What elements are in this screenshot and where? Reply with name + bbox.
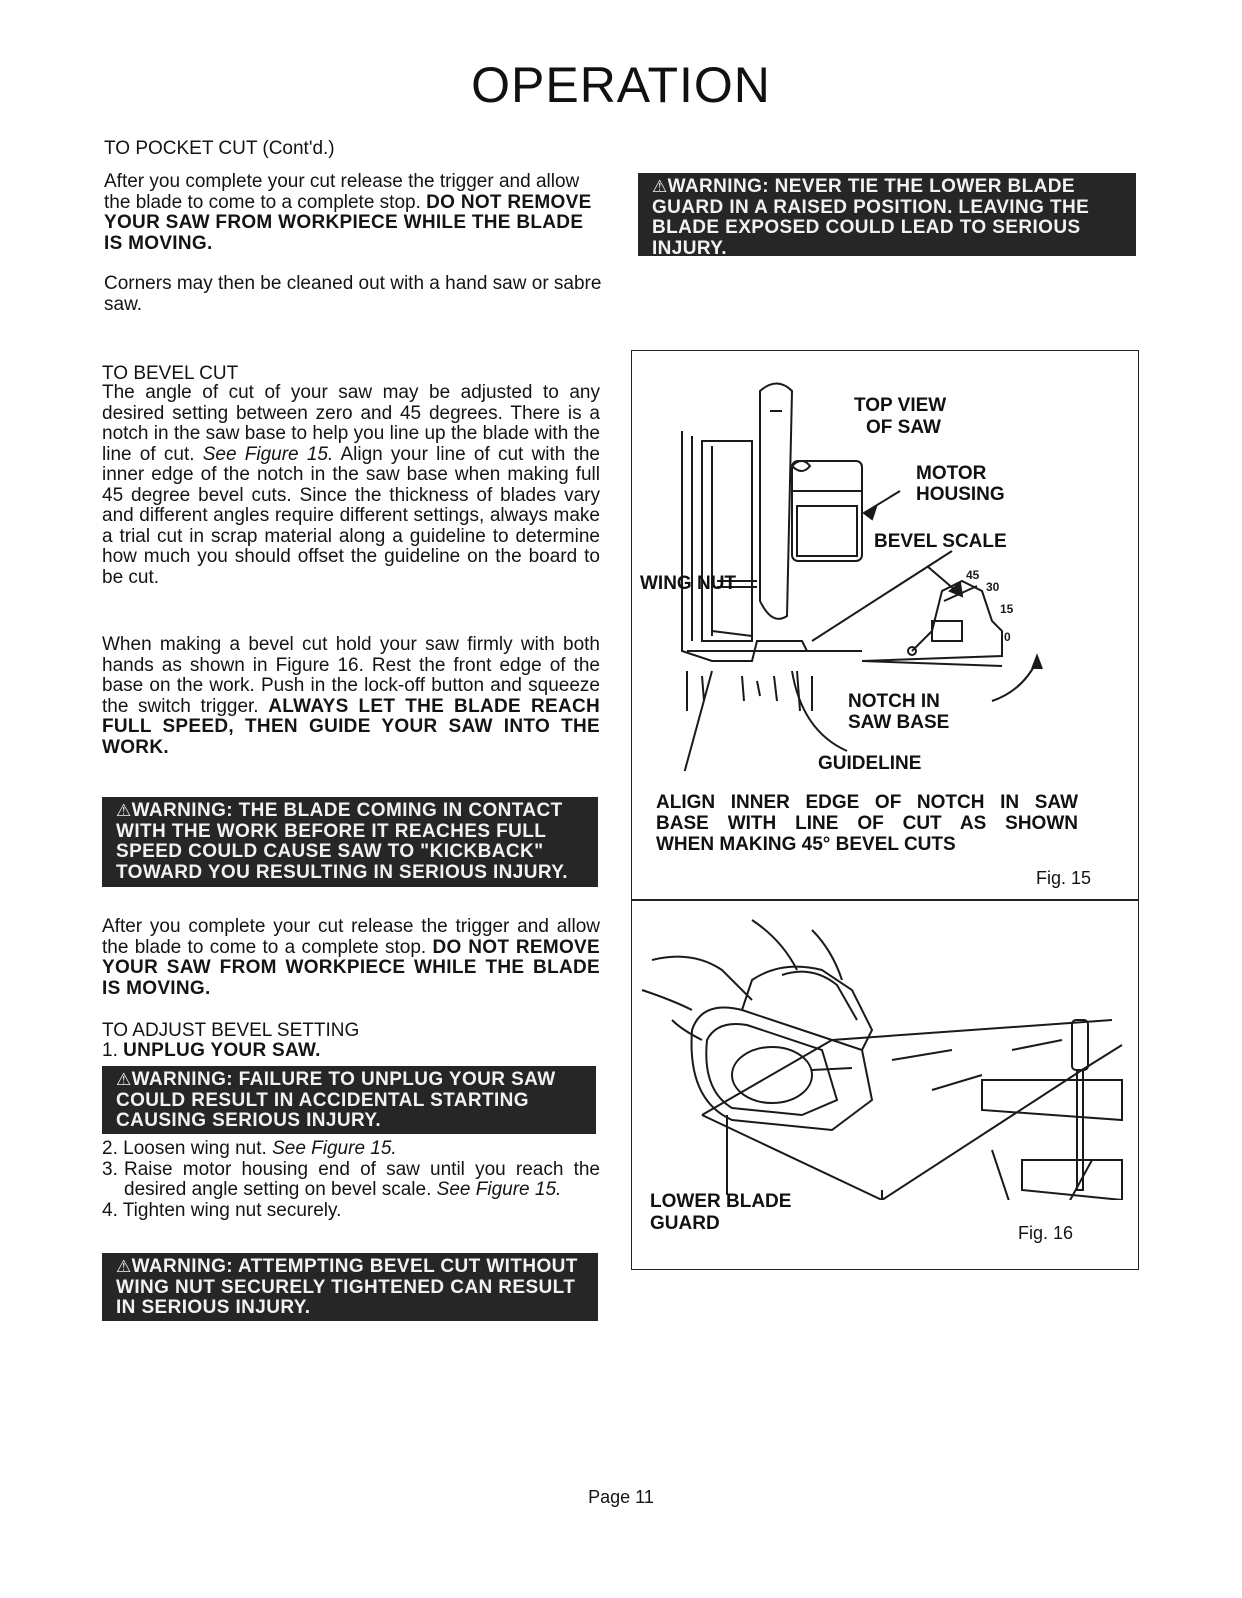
warning-kickback (102, 797, 598, 887)
warning-kickback-text: WARNING: THE BLADE COMING IN CONTACT WITH THE WORK BEFORE IT REACHES FULL SPEED COULD CAUSE SAW TO "KICKBACK" TOWARD YOU RESULTING IN SERIOUS INJURY. (116, 800, 568, 883)
pocket-cut-p1-text: After you complete your cut release the trigger and allow the blade to come to a complete stop. (104, 171, 580, 213)
step-3 (102, 1160, 600, 1201)
label-saw-base: SAW BASE (848, 712, 950, 733)
step-3-ref: See Figure 15. (436, 1179, 562, 1200)
label-wing-nut: WING NUT (640, 573, 737, 594)
pocket-cut-p1-bold: DO NOT REMOVE YOUR SAW FROM WORKPIECE WHILE THE BLADE IS MOVING. (104, 191, 592, 254)
fig15-label: Fig. 15 (1036, 868, 1092, 888)
after-cut-bold: DO NOT REMOVE YOUR SAW FROM WORKPIECE WHILE THE BLADE IS MOVING. (102, 936, 600, 999)
step-3-number: 3. (102, 1158, 118, 1180)
scale-mark-15: 15 (1000, 602, 1014, 616)
warning-unplug-text: WARNING: FAILURE TO UNPLUG YOUR SAW COULD RESULT IN ACCIDENTAL STARTING CAUSING SERIOUS INJURY. (116, 1069, 556, 1131)
step-4 (102, 1201, 600, 1222)
fig15-caption-line-2: BASE WITH LINE OF CUT AS SHOWN (656, 813, 1078, 834)
step-3-text: Raise motor housing end of saw until you reach the desired angle setting on bevel scale. (124, 1158, 600, 1200)
step-2-number: 2. (102, 1138, 124, 1159)
label-motor: MOTOR (916, 463, 987, 484)
label-housing: HOUSING (916, 484, 1005, 505)
label-bevel-scale: BEVEL SCALE (874, 531, 1007, 552)
bevel-cut-paragraph-2 (102, 635, 600, 758)
figure-16-bevel-cut-illustration (632, 900, 1137, 1200)
scale-mark-30: 30 (986, 580, 1000, 594)
warning-unplug (102, 1066, 596, 1134)
pocket-cut-heading: TO POCKET CUT (Cont'd.) (104, 138, 335, 159)
bevel-p1-figure-ref: See Figure 15. (202, 443, 334, 465)
step-4-text: Tighten wing nut securely. (122, 1199, 342, 1221)
bevel-p2-text: When making a bevel cut hold your saw firmly with both hands as shown in Figure 16. Rest the front edge of the base on the work. Push in the lock-off button and squeeze the switch trigger. (102, 634, 600, 717)
label-notch: NOTCH IN (848, 691, 940, 712)
step-2-text: Loosen wing nut. (123, 1138, 267, 1159)
label-guard: GUARD (650, 1213, 720, 1234)
fig15-caption-line-3: WHEN MAKING 45° BEVEL CUTS (656, 834, 956, 855)
bevel-p1-text-b: Align your line of cut with the inner edge of the notch in the saw base when making full 45 degree bevel cuts. Since the thickness of blades vary and different angles require different settings, always make a trial cut in scrap material along a guideline to determine how much you should offset the guideline on the board to be cut. (102, 443, 600, 588)
fig15-caption-line-1: ALIGN INNER EDGE OF NOTCH IN SAW (656, 792, 1078, 813)
after-cut-text: After you complete your cut release the trigger and allow the blade to come to a complete stop. (102, 916, 600, 958)
step-4-number: 4. (102, 1199, 123, 1221)
scale-mark-45: 45 (966, 568, 980, 582)
warning-triangle-icon: ⚠ (116, 1257, 132, 1276)
after-cut-paragraph (102, 917, 600, 999)
label-top-view: TOP VIEW (854, 395, 947, 416)
bevel-cut-heading: TO BEVEL CUT (102, 363, 239, 384)
adjust-bevel-heading: TO ADJUST BEVEL SETTING (102, 1020, 360, 1041)
scale-mark-0: 0 (1004, 630, 1011, 644)
steps-list (102, 1139, 600, 1221)
bevel-cut-paragraph-1 (102, 383, 600, 588)
label-guideline: GUIDELINE (818, 753, 922, 774)
warning-triangle-icon: ⚠ (652, 177, 668, 196)
pocket-cut-paragraph-2: Corners may then be cleaned out with a hand saw or sabre saw. (104, 273, 602, 315)
page-title: OPERATION (471, 57, 771, 113)
warning-triangle-icon: ⚠ (116, 1070, 132, 1089)
step-2-ref: See Figure 15. (272, 1138, 397, 1159)
label-lower-blade: LOWER BLADE (650, 1191, 792, 1212)
step-2 (102, 1139, 600, 1160)
bevel-p1-text-a: The angle of cut of your saw may be adjusted to any desired setting between zero and 45 degrees. There is a notch in the saw base to help you line up the blade with the line of cut. (102, 382, 600, 465)
figure-16-box (631, 899, 1139, 1270)
step-1-number: 1. (102, 1040, 124, 1061)
fig16-label: Fig. 16 (1018, 1223, 1074, 1243)
warning-lower-blade-text: WARNING: NEVER TIE THE LOWER BLADE GUARD IN A RAISED POSITION. LEAVING THE BLADE EXPOSED COULD LEAD TO SERIOUS INJURY. (652, 176, 1090, 259)
warning-triangle-icon: ⚠ (116, 801, 132, 820)
pocket-cut-paragraph-1 (104, 172, 602, 254)
warning-wing-nut (102, 1253, 598, 1321)
step-1-text: UNPLUG YOUR SAW. (123, 1040, 321, 1061)
bevel-p2-bold: ALWAYS LET THE BLADE REACH FULL SPEED, THEN GUIDE YOUR SAW INTO THE WORK. (102, 695, 601, 758)
figure-15-box (631, 350, 1139, 901)
page-number: Page 11 (588, 1487, 654, 1507)
label-of-saw: OF SAW (866, 417, 941, 438)
warning-wing-nut-text: WARNING: ATTEMPTING BEVEL CUT WITHOUT WING NUT SECURELY TIGHTENED CAN RESULT IN SERIOUS INJURY. (116, 1256, 578, 1318)
step-1 (102, 1041, 321, 1062)
warning-lower-blade-guard (638, 173, 1136, 259)
